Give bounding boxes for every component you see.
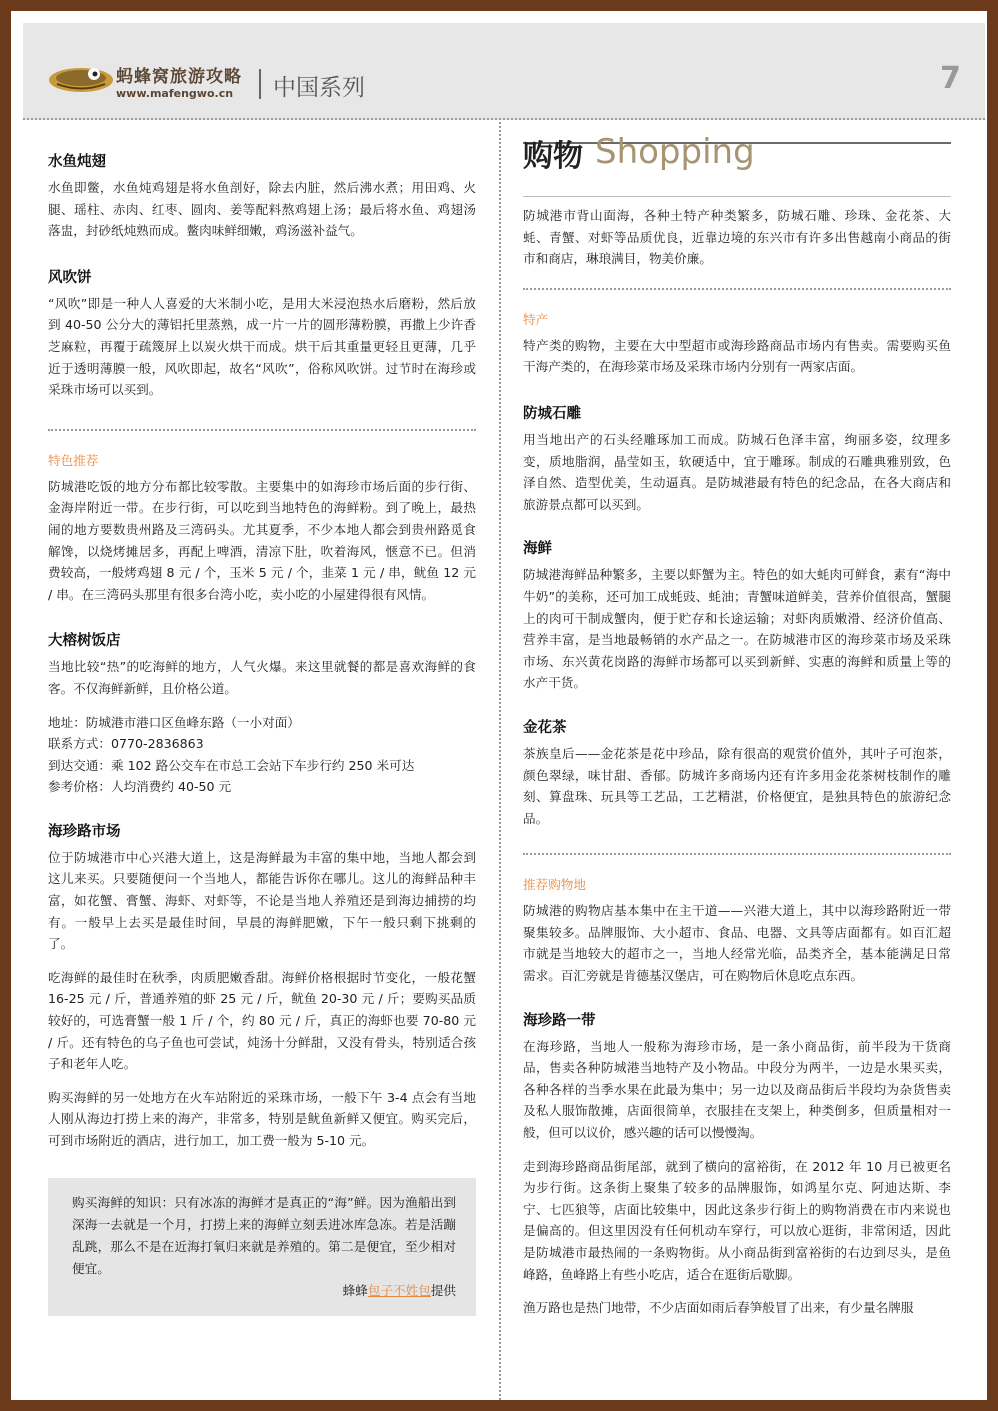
shopping-title-cn: 购物 [523, 139, 583, 174]
section-tag: 特产 [523, 311, 549, 327]
section-title: 金花茶 [523, 719, 567, 736]
shopping-title [523, 132, 951, 194]
section-body: 购买海鲜的另一处地方在火车站附近的采珠市场，一般下午 3-4 点会有当地人刚从海边打捞上来的海产，非常多，特别是鱿鱼新鲜又便宜。购买完后，可到市场附近的酒店，进行加工，加工费一般为 5-10 元。 [48, 1089, 476, 1148]
series-title: 中国系列 [273, 75, 365, 101]
credit-suffix: 提供 [430, 1282, 456, 1298]
section-tag: 推荐购物地 [523, 877, 586, 893]
section-body: 防城港的购物店基本集中在主干道——兴港大道上，其中以海珍路附近一带聚集较多。品牌服饰、大小超市、食品、电器、文具等店面都有。如百汇超市就是当地较大的超市之一，当地人经常光临，品类齐全，基本能满足日常需求。百汇旁就是肯德基汉堡店，可在购物后休息吃点东西。 [523, 903, 951, 984]
section-body: 走到海珍路商品街尾部，就到了横向的富裕街，在 2012 年 10 月已被更名为步行街。这条街上聚集了较多的品牌服饰，如鸿星尔克、阿迪达斯、李宁、七匹狼等，店面比较集中，因此这条步行街上的购物消费在市内来说也是偏高的。但这里因没有任何机动车穿行，可以放心逛街，非常闲适，因此是防城港市最热闹的一条购物街。从小商品街到富裕街的右边到尽头，是鱼峰路，鱼峰路上有些小吃店，适合在逛街后歇脚。 [523, 1158, 951, 1282]
section-title: 海鲜 [523, 541, 552, 558]
section-tag: 特色推荐 [48, 452, 99, 468]
section-body: 防城港吃饭的地方分布都比较零散。主要集中的如海珍市场后面的步行街、金海岸附近一带。在步行街，可以吃到当地特色的海鲜粉。到了晚上，最热闹的地方要数贵州路及三湾码头。尤其夏季，不少本地人都会到贵州路觅食解馋，以烧烤摊居多，再配上啤酒，清凉下肚，吹着海风，惬意不已。但消费较高，一般烤鸡翅 8 元 / 个，玉米 5 元 / 个，韭菜 1 元 / 串，鱿鱼 12 元 / 串。在三湾码头那里有很多台湾小吃，卖小吃的小屋建得很有风情。 [48, 478, 476, 602]
credit-prefix: 蜂蜂 [342, 1282, 368, 1298]
section-body: 位于防城港市中心兴港大道上，这是海鲜最为丰富的集中地，当地人都会到这儿来买。只要随便问一个当地人，都能告诉你在哪儿。这儿的海鲜品种丰富，如花蟹、膏蟹、海虾、对虾等，不论是当地人养殖还是到海边捕捞的均有。一般早上去买是最佳时间，早晨的海鲜肥嫩，下午一般只剩下挑剩的了。 [48, 849, 476, 952]
shopping-title-en: Shopping [595, 132, 755, 172]
section-body: “风吹”即是一种人人喜爱的大米制小吃，是用大米浸泡热水后磨粉，然后放到 40-50 公分大的薄铝托里蒸熟，成一片一片的圆形薄粉膜，再撒上少许香芝麻粒，再覆于疏篾屏上以炭火烘干而成。烘干后其重量更轻且更薄，几乎近于透明薄膜一般，风吹即起，故名“风吹”，俗称风吹饼。过节时在海珍或采珠市场可以买到。 [48, 295, 476, 398]
tip-credit [72, 1280, 456, 1302]
credit-author-link[interactable]: 包子不姓包 [367, 1282, 431, 1298]
section-body: 当地比较“热”的吃海鲜的地方，人气火爆。来这里就餐的都是喜欢海鲜的食客。不仅海鲜新鲜，且价格公道。 [48, 659, 476, 696]
page-header [23, 23, 985, 120]
tip-text: 购买海鲜的知识：只有冰冻的海鲜才是真正的“海”鲜。因为渔船出到深海一去就是一个月，打捞上来的海鲜立刻丢进冰库急冻。若是活蹦乱跳，那么不是在近海打氧归来就是养殖的。第二是便宜，至少相对便宜。 [72, 1194, 456, 1276]
address-line: 地址：防城港市港口区鱼峰东路（一小对面） [48, 714, 300, 730]
shopping-intro: 防城港市背山面海，各种土特产种类繁多，防城石雕、珍珠、金花茶、大蚝、青蟹、对虾等品质优良，近靠边境的东兴市有许多出售越南小商品的街市和商店，琳琅满目，物美价廉。 [523, 208, 951, 267]
column-divider [499, 118, 501, 1400]
page-number: 7 [940, 61, 961, 96]
section-title: 风吹饼 [48, 269, 92, 286]
section-body: 防城港海鲜品种繁多，主要以虾蟹为主。特色的如大蚝肉可鲜食，素有“海中牛奶”的美称，还可加工成蚝豉、蚝油；青蟹味道鲜美，营养价值很高，蟹腿上的肉可干制成蟹肉，便于贮存和长途运输；对虾肉质嫩滑、经济价值高、营养丰富，是当地最畅销的水产品之一。在防城港市区的海珍菜市场及采珠市场、东兴黄花岗路的海鲜市场都可以买到新鲜、实惠的海鲜和质量上等的水产干货。 [523, 567, 951, 691]
logo-text: 蚂蜂窝旅游攻略 [116, 67, 242, 87]
section-body: 特产类的购物，主要在大中型超市或海珍路商品市场内有售卖。需要购买鱼干海产类的，在海珍菜市场及采珠市场内分别有一两家店面。 [523, 337, 951, 375]
transport-line: 到达交通：乘 102 路公交车在市总工会站下车步行约 250 米可达 [48, 757, 415, 773]
section-title: 海珍路市场 [48, 823, 121, 840]
section-body: 茶族皇后——金花茶是花中珍品，除有很高的观赏价值外，其叶子可泡茶，颜色翠绿，味甘甜、香郁。防城许多商场内还有许多用金花茶树枝制作的雕刻、算盘珠、玩具等工艺品，工艺精湛，价格便宜，是独具特色的旅游纪念品。 [523, 745, 951, 826]
price-line: 参考价格：人均消费约 40-50 元 [48, 779, 232, 795]
section-title: 大榕树饭店 [48, 633, 121, 650]
tip-box [48, 1178, 476, 1316]
logo-url: www.mafengwo.cn [116, 87, 234, 100]
header-divider [259, 69, 261, 99]
section-body: 水鱼即鳖，水鱼炖鸡翅是将水鱼剖好，除去内脏，然后沸水煮；用田鸡、火腿、瑶柱、赤肉、红枣、圆肉、姜等配料熬鸡翅上汤；最后将水鱼、鸡翅汤落盅，封砂纸炖熟而成。鳖肉味鲜细嫩，鸡汤滋补益气。 [48, 180, 476, 239]
left-column [48, 118, 476, 1316]
section-body: 吃海鲜的最佳时在秋季，肉质肥嫩香甜。海鲜价格根据时节变化，一般花蟹 16-25 元 / 斤，普通养殖的虾 25 元 / 斤，鱿鱼 20-30 元 / 斤；要购买品质较好的，可选膏蟹一般 1 斤 / 个，约 80 元 / 斤，真正的海虾也要 70-80 元 / 斤。还有特色的乌子鱼也可尝试，炖汤十分鲜甜，又没有骨头，特别适合孩子和老年人吃。 [48, 969, 476, 1072]
mafengwo-logo-icon [47, 63, 115, 93]
section-title: 防城石雕 [523, 405, 581, 422]
section-title: 海珍路一带 [523, 1012, 596, 1029]
right-column [523, 118, 951, 1319]
section-body: 用当地出产的石头经雕琢加工而成。防城石色泽丰富，绚丽多姿，纹理多变，质地脂润，晶莹如玉，软硬适中，宜于雕琢。制成的石雕典雅别致，色泽自然、造型优美，生动逼真。是防城港最有特色的纪念品，在各大商店和旅游景点都可以买到。 [523, 431, 951, 512]
section-body: 在海珍路，当地人一般称为海珍市场，是一条小商品街，前半段为干货商品，售卖各种防城港当地特产及小物品。中段分为两半，一边是水果买卖，各种各样的当季水果在此最为集中；另一边以及商品街后半段均为杂货售卖及私人服饰散摊，店面很简单，衣服挂在支架上，种类倒多，但质量相对一般，但可以议价，感兴趣的话可以慢慢淘。 [523, 1038, 951, 1141]
section-title: 水鱼炖翅 [48, 154, 106, 170]
section-body: 渔万路也是热门地带，不少店面如雨后春笋般冒了出来，有少量名牌服 [523, 1300, 914, 1316]
page [11, 11, 987, 1400]
phone-line: 联系方式：0770-2836863 [48, 736, 204, 752]
